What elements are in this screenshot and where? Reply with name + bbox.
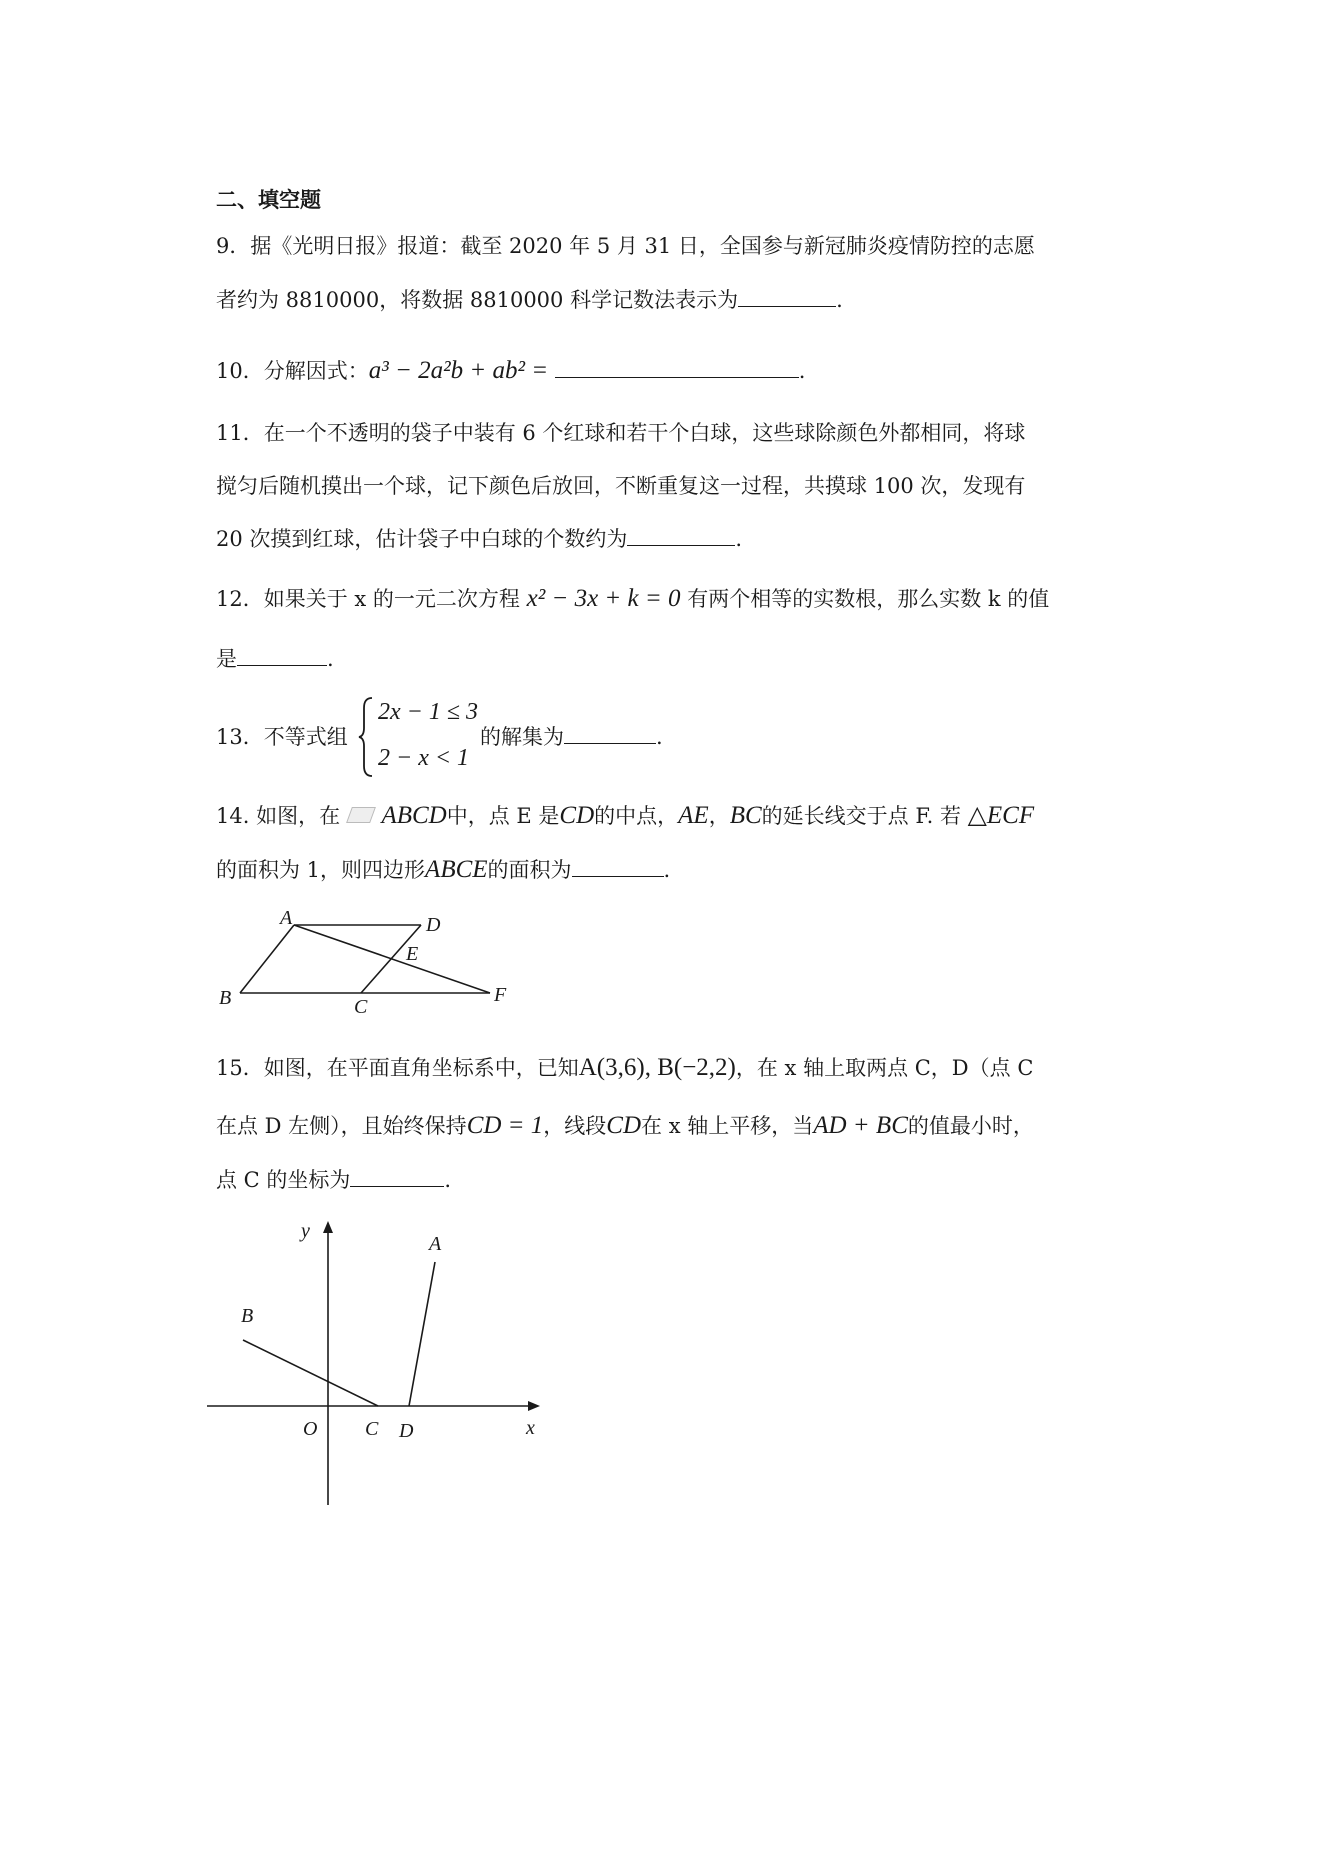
q9-line1: 9．据《光明日报》报道：截至 2020 年 5 月 31 日，全国参与新冠肺炎疫情防控的志愿 xyxy=(216,234,1035,258)
label-d: D xyxy=(399,1420,414,1442)
q11-end: . xyxy=(735,527,743,551)
q14-triangle: △ECF xyxy=(967,802,1035,829)
q11-line2: 搅匀后随机摸出一个球，记下颜色后放回，不断重复这一过程，共摸球 100 次，发现有 xyxy=(216,474,1026,498)
q13-inequality-1: 2x − 1 ≤ 3 xyxy=(378,699,479,725)
parallelogram-figure xyxy=(210,904,530,1018)
answer-blank xyxy=(627,525,735,546)
y-axis-arrow xyxy=(323,1221,333,1233)
q15-sum: AD + BC xyxy=(813,1112,908,1139)
q15-line2d: 的值最小时， xyxy=(907,1114,1034,1138)
q15-cd-eq: CD = 1 xyxy=(466,1112,544,1139)
q15-line2c: 在 x 轴上平移，当 xyxy=(641,1114,814,1138)
q10-expression: a³ − 2a²b + ab² = xyxy=(368,357,549,384)
coordinate-figure xyxy=(200,1215,540,1515)
q11-line1: 11．在一个不透明的袋子中装有 6 个红球和若干个白球，这些球除颜色外都相同，将球 xyxy=(216,421,1026,445)
q12-part1: 12．如果关于 x 的一元二次方程 xyxy=(216,587,520,611)
segment-bc xyxy=(243,1340,378,1406)
q14-part1: 14. 如图，在 xyxy=(216,804,341,828)
q13-suffix: 的解集为 xyxy=(480,725,564,749)
answer-blank xyxy=(237,645,327,666)
label-c: C xyxy=(365,1418,379,1440)
label-b: B xyxy=(219,987,232,1009)
q12-text: 是 xyxy=(216,647,237,671)
q10-end: . xyxy=(798,359,806,383)
q14-line2b: 的面积为 xyxy=(487,858,572,882)
q14-seg-cd: CD xyxy=(559,802,595,829)
q15-cd: CD xyxy=(606,1112,642,1139)
q13-end: . xyxy=(656,725,663,749)
label-d: D xyxy=(426,914,441,936)
label-o: O xyxy=(303,1418,318,1440)
q15-line1 xyxy=(216,1053,1033,1083)
q12-equation: x² − 3x + k = 0 xyxy=(526,585,681,612)
q15-line3 xyxy=(216,1165,451,1195)
q15-line3-text: 点 C 的坐标为 xyxy=(216,1168,351,1192)
label-b: B xyxy=(241,1305,254,1327)
q14-quad: ABCE xyxy=(425,856,488,883)
q15-line2a: 在点 D 左侧），且始终保持 xyxy=(216,1114,467,1138)
answer-blank xyxy=(738,286,836,307)
answer-blank xyxy=(555,357,799,378)
q14-seg-bc: BC xyxy=(729,802,762,829)
q11-line3 xyxy=(216,524,742,554)
label-y: y xyxy=(301,1220,310,1242)
answer-blank xyxy=(350,1166,444,1187)
answer-blank xyxy=(572,856,664,877)
answer-blank xyxy=(564,723,656,744)
label-a: A xyxy=(429,1233,442,1255)
q14-sep: ， xyxy=(708,804,730,828)
q15-line1a: 15．如图，在平面直角坐标系中，已知 xyxy=(216,1056,579,1080)
q14-end: . xyxy=(663,858,671,882)
q13-suffix-line xyxy=(480,722,663,752)
segment-ab xyxy=(240,925,294,993)
q12-line2 xyxy=(216,644,334,674)
label-c: C xyxy=(354,996,368,1018)
label-e: E xyxy=(406,943,419,965)
q15-points: A(3,6), B(−2,2) xyxy=(578,1054,736,1081)
q15-line2 xyxy=(216,1111,1034,1141)
label-f: F xyxy=(494,984,507,1006)
q14-shape: ABCD xyxy=(381,802,447,829)
q14-part2: 中，点 E 是 xyxy=(446,804,560,828)
q10-prefix: 10．分解因式： xyxy=(216,359,369,383)
brace xyxy=(358,696,376,778)
segment-ad xyxy=(409,1262,435,1406)
q14-seg-ae: AE xyxy=(678,802,709,829)
q12-line1 xyxy=(216,584,1049,614)
q14-part4: 的延长线交于点 F. 若 xyxy=(761,804,961,828)
q14-part3: 的中点， xyxy=(594,804,679,828)
q12-part2: 有两个相等的实数根，那么实数 k 的值 xyxy=(687,587,1050,611)
segment-af xyxy=(294,925,490,993)
x-axis-arrow xyxy=(528,1401,540,1411)
q12-end: . xyxy=(327,647,334,671)
q14-line2 xyxy=(216,855,670,885)
q14-line2a: 的面积为 1，则四边形 xyxy=(216,858,426,882)
parallelogram-icon xyxy=(346,807,376,823)
q15-end: . xyxy=(444,1168,452,1192)
q11-text: 20 次摸到红球，估计袋子中白球的个数约为 xyxy=(216,527,628,551)
q9-text: 者约为 8810000，将数据 8810000 科学记数法表示为 xyxy=(216,288,739,312)
q9-end: . xyxy=(836,288,843,312)
section-title: 二、填空题 xyxy=(216,188,321,212)
q9-line2 xyxy=(216,285,843,315)
q10-line xyxy=(216,356,805,386)
label-a: A xyxy=(280,907,293,929)
q13-prefix: 13．不等式组 xyxy=(216,725,348,749)
label-x: x xyxy=(526,1417,535,1439)
q13-inequality-2: 2 − x < 1 xyxy=(378,745,470,771)
q15-line2b: ，线段 xyxy=(543,1114,607,1138)
q15-line1b: ，在 x 轴上取两点 C，D（点 C xyxy=(735,1056,1034,1080)
q14-line1 xyxy=(216,801,1034,831)
